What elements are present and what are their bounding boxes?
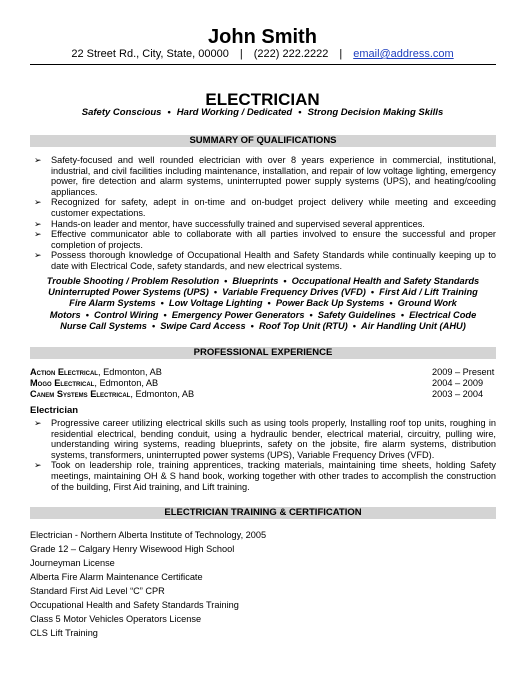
job-dates: 2009 – Present (432, 367, 495, 377)
skill: Swipe Card Access (160, 320, 246, 331)
training-item: CLS Lift Training (30, 628, 98, 638)
skill: Motors (49, 309, 81, 320)
list-item (34, 229, 496, 250)
job-location: , Edmonton, AB (130, 389, 195, 399)
role-title: Electrician (30, 405, 79, 416)
bullet-separator: • (160, 298, 164, 309)
job-location: , Edmonton, AB (94, 378, 159, 388)
skills-block (30, 276, 496, 332)
tagline-item: Safety Conscious (81, 107, 162, 118)
skill: Safety Guidelines (317, 309, 396, 320)
separator: | (239, 48, 243, 60)
training-item: Standard First Aid Level “C” CPR (30, 586, 165, 596)
skill: Uninterrupted Power Systems (UPS) (48, 287, 209, 298)
list-item-text: Took on leadership role, training apprentices, tracking materials, maintaining time sheets, holding Safety meetings, maintaining OH & S hand book, working together with other trades to accomplish the construction of the building, First Aid training, and Lift training. (51, 460, 496, 492)
bullet-separator: • (389, 298, 393, 309)
separator: | (339, 48, 343, 60)
skills-line (30, 310, 496, 321)
skill: Variable Frequency Drives (VFD) (222, 287, 366, 298)
list-item-text: Possess thorough knowledge of Occupational Health and Safety Standards while continually keeping up to date with Electrical Code, safety standards, and new electrical systems. (51, 250, 496, 271)
skill: First Aid / Lift Training (379, 287, 478, 298)
list-item-text: Effective communicator able to collaborate with all parties involved to ensure the successful and proper completion of projects. (51, 229, 496, 250)
job-title: ELECTRICIAN (205, 90, 320, 109)
tagline-item: Hard Working / Dedicated (176, 107, 293, 118)
skill: Low Voltage Lighting (168, 298, 263, 309)
job-entry (30, 367, 496, 378)
bullet-separator: • (167, 107, 171, 118)
skill: Electrical Code (409, 309, 477, 320)
list-item (34, 250, 496, 271)
section-header-summary: SUMMARY OF QUALIFICATIONS (30, 135, 496, 147)
list-item-text: Recognized for safety, adept in on-time and on-budget project delivery while meeting and exceeding customer expectations. (51, 197, 496, 218)
training-item: Electrician - Northern Alberta Institute of Technology, 2005 (30, 530, 267, 540)
list-item (34, 418, 496, 460)
job-entry (30, 389, 496, 400)
tagline-item: Strong Decision Making Skills (307, 107, 444, 118)
skill: Emergency Power Generators (171, 309, 305, 320)
training-item: Journeyman License (30, 558, 115, 568)
list-item (34, 155, 496, 197)
arrow-bullet-icon: ➢ (34, 155, 42, 165)
training-item: Alberta Fire Alarm Maintenance Certificate (30, 572, 203, 582)
candidate-name: John Smith (208, 26, 317, 48)
bullet-separator: • (151, 320, 156, 331)
skill: Air Handling Unit (AHU) (361, 320, 466, 331)
skills-line (30, 321, 496, 332)
skill: Control Wiring (94, 309, 159, 320)
training-item: Grade 12 – Calgary Henry Wisewood High School (30, 544, 235, 554)
bullet-separator: • (163, 309, 167, 320)
job-location: , Edmonton, AB (97, 367, 162, 377)
experience-list (34, 418, 496, 492)
employer: Action Electrical (30, 367, 98, 377)
list-item-text: Progressive career utilizing electrical skills such as using tools properly, Installing roof top units, roughing in residential electrical, bending conduit, using a hydraulic bender, electrical material, circuitry, pulling wire, understanding wiring systems, reading blueprints, safety on the jobsite, fire alarm systems, distribution systems, transformers, uninterrupted power systems (UPS), Variable Frequency Drives (VFD). (51, 418, 496, 460)
contact-line (0, 47, 525, 61)
email-link[interactable]: email@address.com (353, 48, 454, 60)
bullet-separator: • (298, 107, 302, 118)
summary-list (34, 155, 496, 272)
bullet-separator: • (250, 320, 254, 331)
skills-line (30, 298, 496, 309)
bullet-separator: • (400, 309, 405, 320)
training-item: Occupational Health and Safety Standards Training (30, 600, 239, 610)
skill: Ground Work (397, 298, 457, 309)
bullet-separator: • (85, 309, 89, 320)
bullet-separator: • (370, 287, 375, 298)
bullet-separator: • (283, 276, 287, 286)
address: 22 Street Rd., City, State, 00000 (71, 48, 229, 60)
skill: Occupational Health and Safety Standards (291, 276, 480, 286)
arrow-bullet-icon: ➢ (34, 418, 42, 428)
section-header-training: ELECTRICIAN TRAINING & CERTIFICATION (30, 507, 496, 519)
skill: Power Back Up Systems (275, 298, 385, 309)
bullet-separator: • (267, 298, 271, 309)
header-divider (30, 64, 496, 65)
skill: Roof Top Unit (RTU) (258, 320, 348, 331)
tagline (0, 107, 525, 119)
employer: Mogo Electrical (30, 378, 95, 388)
arrow-bullet-icon: ➢ (34, 460, 42, 471)
skill: Trouble Shooting / Problem Resolution (46, 276, 220, 286)
skill: Nurse Call Systems (60, 320, 147, 331)
bullet-separator: • (224, 276, 228, 286)
arrow-bullet-icon: ➢ (34, 250, 42, 261)
list-item (34, 460, 496, 492)
job-dates: 2003 – 2004 (432, 389, 484, 399)
bullet-separator: • (309, 309, 313, 320)
skill: Fire Alarm Systems (69, 298, 156, 309)
skills-line (30, 276, 496, 287)
job-dates: 2004 – 2009 (432, 378, 484, 388)
job-entry (30, 378, 496, 389)
training-list (30, 528, 266, 640)
arrow-bullet-icon: ➢ (34, 218, 42, 229)
training-item: Class 5 Motor Vehicles Operators License (30, 614, 202, 624)
list-item-text: Hands-on leader and mentor, have successfully trained and supervised several apprentices. (51, 218, 425, 229)
skills-line (30, 287, 496, 298)
list-item (34, 197, 496, 218)
bullet-separator: • (352, 320, 357, 331)
skill: Blueprints (232, 276, 279, 286)
phone: (222) 222.2222 (253, 48, 329, 60)
employer: Canem Systems Electrical (30, 389, 131, 399)
section-header-experience: PROFESSIONAL EXPERIENCE (30, 347, 496, 359)
arrow-bullet-icon: ➢ (34, 229, 42, 240)
list-item (34, 219, 496, 230)
bullet-separator: • (213, 287, 218, 298)
arrow-bullet-icon: ➢ (34, 197, 42, 208)
list-item-text: Safety-focused and well rounded electrician with over 8 years experience in commercial, institutional, industrial, and civil facilities including maintenance, installation, and repair of low voltage lighting, emergency power, fire detection and alarm systems, uninterrupted power supply systems (UPS), and heating/cooling appliances. (51, 155, 496, 197)
